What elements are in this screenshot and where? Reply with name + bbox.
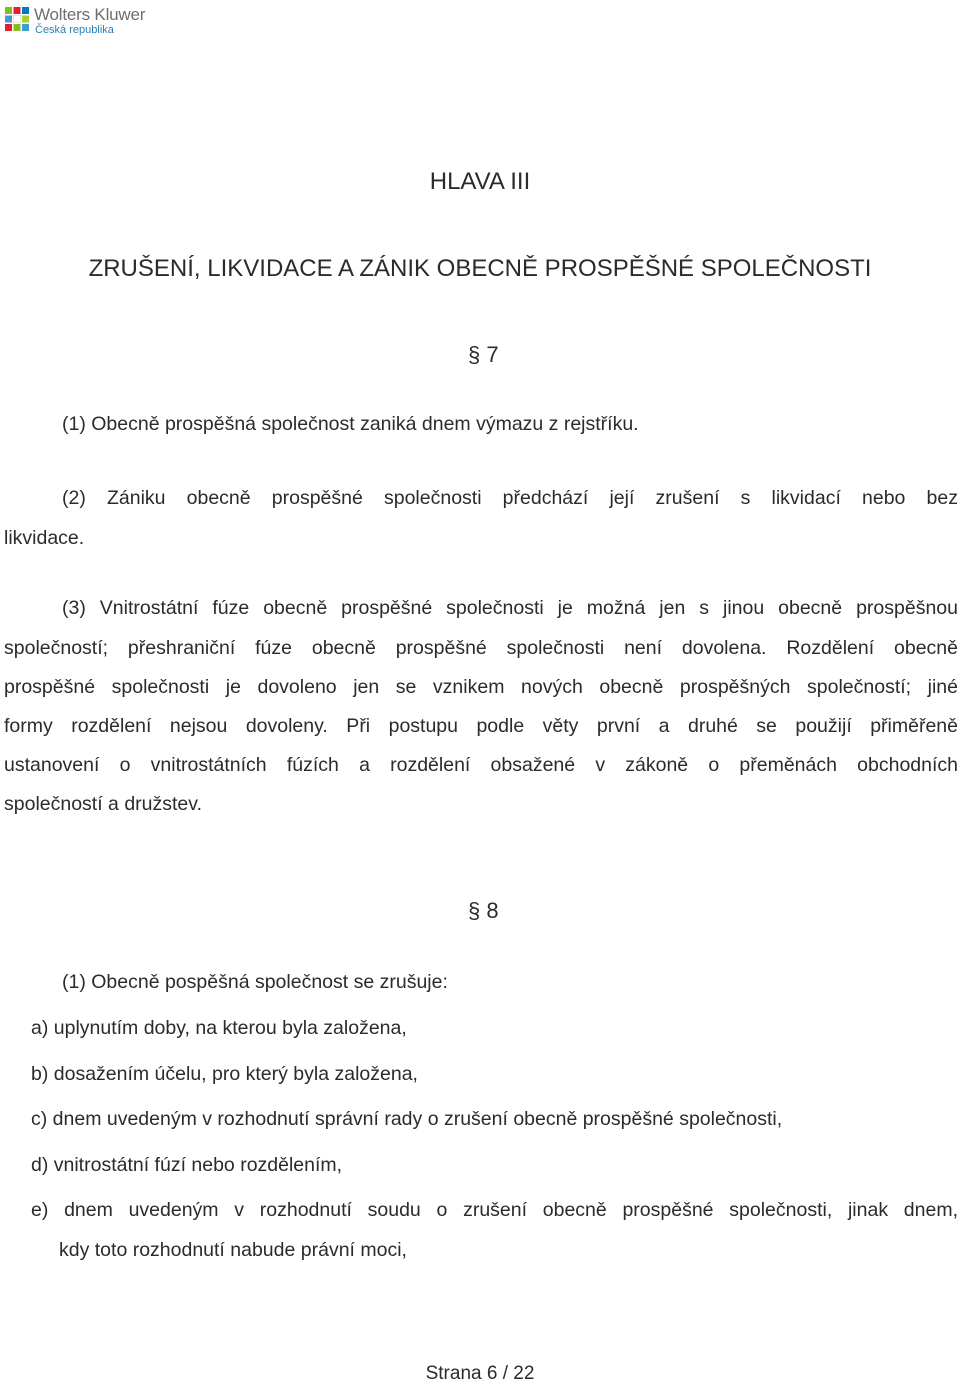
list-item-e-line-2: kdy toto rozhodnutí nabude právní moci, [59,1239,407,1261]
paragraph-8-1-intro: (1) Obecně pospěšná společnost se zrušuje: [62,971,448,993]
chapter-title: HLAVA III [429,168,531,195]
list-item-d: d) vnitrostátní fúzí nebo rozdělením, [31,1154,343,1176]
paragraph-7-3-line-1: (3) Vnitrostátní fúze obecně prospěšné společnosti je možná jen s jinou obecně prospěšnou [62,597,958,619]
section-symbol: § [468,898,481,923]
wolters-kluwer-logo-icon [4,6,30,32]
paragraph-7-1: (1) Obecně prospěšná společnost zaniká dnem výmazu z rejstříku. [62,413,639,435]
paragraph-7-3-line-4: formy rozdělení nejsou dovoleny. Při postupu podle věty první a druhé se použijí přiměřeně [4,715,958,737]
section-number: 7 [486,342,499,367]
list-item-b: b) dosažením účelu, pro který byla založena, [31,1063,418,1085]
brand-subtitle: Česká republika [35,24,114,36]
page-number: Strana 6 / 22 [425,1363,535,1384]
paragraph-7-3-line-6: společností a družstev. [4,793,202,815]
paragraph-7-3-line-2: společností; přeshraniční fúze obecně prospěšné společnosti není dovolena. Rozdělení obecně [4,637,958,659]
list-item-e-line-1: e) dnem uvedeným v rozhodnutí soudu o zrušení obecně prospěšné společnosti, jinak dnem, [31,1199,958,1221]
chapter-subtitle: ZRUŠENÍ, LIKVIDACE A ZÁNIK OBECNĚ PROSPĚŠNÉ SPOLEČNOSTI [88,255,872,282]
paragraph-7-3-line-5: ustanovení o vnitrostátních fúzích a rozdělení obsažené v zákoně o přeměnách obchodních [4,754,958,776]
list-item-c: c) dnem uvedeným v rozhodnutí správní rady o zrušení obecně prospěšné společnosti, [31,1108,783,1130]
paragraph-7-2-line-1: (2) Zániku obecně prospěšné společnosti předchází její zrušení s likvidací nebo bez [62,487,958,509]
list-item-a: a) uplynutím doby, na kterou byla založena, [31,1017,407,1039]
wolters-kluwer-logo [4,4,144,36]
paragraph-7-3-line-3: prospěšné společnosti je dovoleno jen se vznikem nových obecně prospěšných společností; jiné [4,676,958,698]
brand-name: Wolters Kluwer [34,5,146,24]
section-heading-8 [468,898,499,924]
section-number: 8 [486,898,499,923]
section-symbol: § [468,342,481,367]
section-heading-7 [468,342,499,368]
paragraph-7-2-line-2: likvidace. [4,527,85,549]
